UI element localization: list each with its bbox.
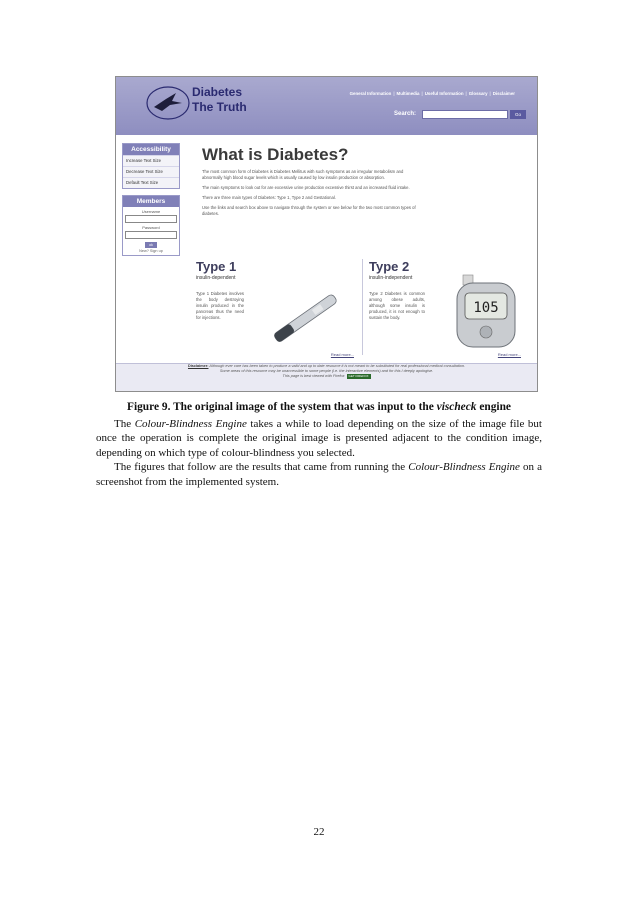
type1-read-more-link[interactable]: Read more... <box>330 352 354 357</box>
type1-section <box>196 259 362 355</box>
accessibility-panel <box>122 143 180 189</box>
website-screenshot <box>115 76 538 392</box>
type2-description: Type 2 Diabetes is common among obese adults, although some insulin is produced, it is not enough to sustain the body. <box>369 291 425 320</box>
members-panel <box>122 195 180 256</box>
bird-logo-icon <box>146 85 190 121</box>
disclaimer-text-3: This page is best viewed with Firefox <box>282 374 345 378</box>
caption-italic: vischeck <box>436 401 477 413</box>
type1-title: Type 1 <box>196 259 237 274</box>
username-label: Username <box>141 209 161 214</box>
p1-post: takes a while to load depending on the size of the image file but once the operation is complete the original image is presented adjacent to the condition image, depending on which type of colour-blindness you selected. <box>96 418 542 459</box>
increase-text-size-link[interactable]: Increase Text Size <box>123 155 179 166</box>
nav-glossary[interactable]: Glossary <box>468 91 488 96</box>
p2-italic: Colour-Blindness Engine <box>408 461 520 474</box>
nav-general-information[interactable]: General Information <box>349 91 392 96</box>
username-input[interactable] <box>125 215 177 223</box>
p2-pre: The figures that follow are the results that came from running the <box>114 461 409 474</box>
disclaimer-line-2: Some areas of this resource may be unaccessible to some people (i.e. the interactive elements) and for this I deeply apologise. <box>219 369 434 373</box>
page-number: 22 <box>313 826 325 838</box>
site-logo-text <box>192 85 247 115</box>
insulin-pen-icon <box>266 289 346 349</box>
caption-prefix: Figure 9. The original image of the system that was input to the <box>126 401 437 413</box>
password-label: Password <box>142 225 160 230</box>
site-header <box>116 77 537 135</box>
members-title: Members <box>123 196 179 207</box>
caption-suffix: engine <box>476 401 511 413</box>
main-title: What is Diabetes? <box>202 145 349 164</box>
paragraph-1 <box>96 417 542 460</box>
search-label: Search: <box>394 111 417 117</box>
type2-section <box>362 259 529 355</box>
paragraph-2 <box>96 460 542 489</box>
nav-disclaimer[interactable]: Disclaimer <box>492 91 515 96</box>
type1-subtitle: insulin-dependent <box>196 275 236 281</box>
password-input[interactable] <box>125 231 177 239</box>
p1-pre: The <box>114 418 135 430</box>
intro-paragraph-4: Use the links and search box above to navigate through the system or see below for the two most common types of diabetes. <box>202 205 416 216</box>
type2-subtitle: insulin-independent <box>369 275 413 281</box>
intro-paragraph-2: The main symptoms to look out for are excessive urine production excessive thirst and an increased fluid intake. <box>202 185 410 190</box>
top-navigation: General Information | Multimedia | Useful Information | Glossary | Disclaimer <box>349 91 515 96</box>
accessibility-title: Accessibility <box>123 144 179 155</box>
intro-text <box>202 169 416 221</box>
p1-italic: Colour-Blindness Engine <box>134 418 247 430</box>
meter-reading: 105 <box>473 300 499 316</box>
decrease-text-size-link[interactable]: Decrease Text Size <box>123 166 179 177</box>
disclaimer-text-1: Although ever care has been taken to produce a valid and up to date resource it is not meant to be substituted for real professional medical consultation. <box>209 364 465 368</box>
nav-useful-information[interactable]: Useful Information <box>424 91 464 96</box>
search-input[interactable] <box>422 110 508 119</box>
disclaimer-label: Disclaimer: <box>187 364 209 368</box>
search-button[interactable]: Go <box>510 110 526 119</box>
intro-paragraph-3: There are three main types of Diabetes: Type 1, Type 2 and Gestational. <box>202 195 336 200</box>
type2-title: Type 2 <box>369 259 410 274</box>
logo-line1: Diabetes <box>192 85 243 99</box>
body-text <box>96 417 542 489</box>
disclaimer-footer <box>116 363 537 392</box>
firefox-badge[interactable]: GET FIREFOX <box>348 374 369 378</box>
default-text-size-link[interactable]: Default Text Size <box>123 177 179 188</box>
figure-caption <box>0 401 638 413</box>
disclaimer-line-3 <box>116 374 537 379</box>
logo-line2: The Truth <box>192 100 247 114</box>
glucose-meter-icon <box>453 269 519 349</box>
login-button[interactable]: ok <box>145 242 157 248</box>
nav-multimedia[interactable]: Multimedia <box>396 91 420 96</box>
intro-paragraph-1: The most common form of Diabetes is Diabetes Mellitus with such symptoms as an irregular metabolism and abnormally high blood sugar levels which is usually caused by low insulin production or absorption. <box>202 169 404 180</box>
type2-read-more-link[interactable]: Read more... <box>497 352 521 357</box>
p2-post: on a screenshot from the implemented system. <box>96 461 542 488</box>
type1-description: Type 1 Diabetes involves the body destroying insulin produced in the pancreas thus the need for injections. <box>196 291 244 320</box>
signup-link[interactable]: New? Sign up <box>139 249 163 253</box>
sidebar <box>122 143 180 262</box>
